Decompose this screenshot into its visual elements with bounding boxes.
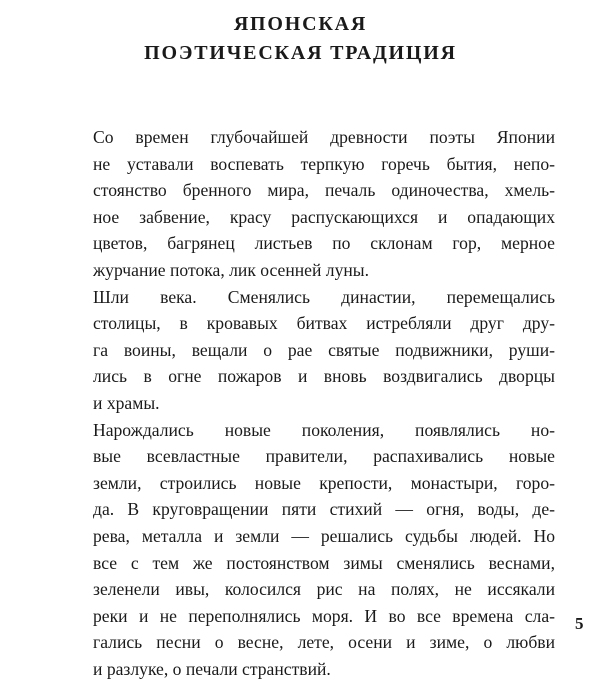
paragraph-1 xyxy=(65,124,555,284)
text-line: и разлуке, о печали странствий. xyxy=(93,658,331,679)
text-line: Шли века. Сменялись династии, перемещались xyxy=(93,286,555,307)
body-text xyxy=(65,124,555,682)
paragraph-3 xyxy=(65,417,555,682)
text-line: гались песни о весне, лете, осени и зиме, о любви xyxy=(93,632,555,653)
text-line: реки и не переполнялись моря. И во все времена сла- xyxy=(93,605,555,626)
text-line: рева, металла и земли — решались судьбы людей. Но xyxy=(93,525,555,546)
text-line: все с тем же постоянством зимы сменялись веснами, xyxy=(93,552,555,573)
text-line: зеленели ивы, колосился рис на полях, не иссякали xyxy=(93,579,555,600)
text-line: га воины, вещали о рае святые подвижники, руши- xyxy=(93,339,555,360)
text-line: столицы, в кровавых битвах истребляли друг дру- xyxy=(93,313,555,334)
text-line: Со времен глубочайшей древности поэты Японии xyxy=(93,127,555,147)
text-line: не уставали воспевать терпкую горечь бытия, непо- xyxy=(93,153,555,174)
text-line: стоянство бренного мира, печаль одиночества, хмель- xyxy=(93,180,555,201)
text-line: вые всевластные правители, распахивались новые xyxy=(93,446,555,467)
text-line: Нарождались новые поколения, появлялись но- xyxy=(93,419,555,440)
text-line: ное забвение, красу распускающихся и опадающих xyxy=(93,206,555,227)
chapter-title-line-1: ЯПОНСКАЯ xyxy=(233,13,368,35)
text-line: да. В круговращении пяти стихий — огня, воды, де- xyxy=(93,499,555,520)
chapter-title xyxy=(0,10,601,68)
text-line: и храмы. xyxy=(93,392,160,413)
text-line: цветов, багрянец листьев по склонам гор, мерное xyxy=(93,233,555,254)
text-line: лись в огне пожаров и вновь воздвигались дворцы xyxy=(93,366,555,387)
text-line: земли, строились новые крепости, монастыри, горо- xyxy=(93,472,555,493)
paragraph-2 xyxy=(65,284,555,417)
chapter-title-line-2: ПОЭТИЧЕСКАЯ ТРАДИЦИЯ xyxy=(144,42,457,64)
page-number: 5 xyxy=(575,614,584,633)
text-line: журчание потока, лик осенней луны. xyxy=(93,259,370,280)
